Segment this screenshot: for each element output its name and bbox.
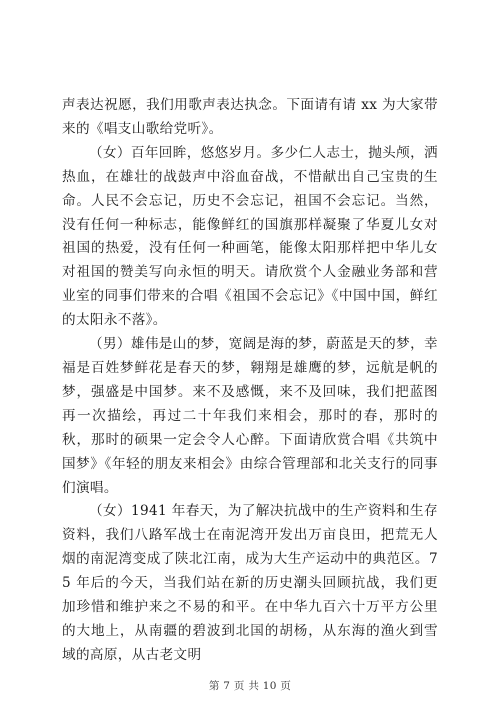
page-number-footer: 第 7 页 共 10 页 [208,680,292,692]
paragraph-3: （男）雄伟是山的梦，宽阔是海的梦，蔚蓝是天的梦，幸福是百姓梦鲜花是春天的梦，翱翔是雄鹰的梦，远航是帆的梦，强盛是中国梦。来不及感慨，来不及回味，我们把蓝图再一次描绘，再过二十年我们来相会，那时的春，那时的秋，那时的硕果一定会令人心醉。下面请欣赏合唱《共筑中国梦》《年轻的朋友来相会》由综合管理部和北关支行的同事们演唱。 [62,336,438,496]
paragraph-4: （女）1941 年春天，为了解决抗战中的生产资料和生存资料，我们八路军战士在南泥湾开发出万亩良田，把荒无人烟的南泥湾变成了陕北江南，成为大生产运动中的典范区。75 年后的今天，当我们站在新的历史潮头回顾抗战，我们更加珍惜和维护来之不易的和平。在中华九百六十万平方公里的大地上，从南疆的碧波到北国的胡杨，从东海的渔火到雪域的高原，从古老文明 [62,503,438,663]
paragraph-2: （女）百年回眸，悠悠岁月。多少仁人志士，抛头颅，洒热血，在雄壮的战鼓声中浴血奋战，不惜献出自己宝贵的生命。人民不会忘记，历史不会忘记，祖国不会忘记。当然，没有任何一种标志，能像鲜红的国旗那样凝聚了华夏儿女对祖国的热爱，没有任何一种画笔，能像太阳那样把中华儿女对祖国的赞美写向永恒的明天。请欣赏个人金融业务部和营业室的同事们带来的合唱《祖国不会忘记》《中国中国，鲜红的太阳永不落》。 [62,144,438,329]
document-body [62,94,438,668]
paragraph-1: 声表达祝愿，我们用歌声表达执念。下面请有请 xx 为大家带来的《唱支山歌给党听》。 [62,97,438,137]
